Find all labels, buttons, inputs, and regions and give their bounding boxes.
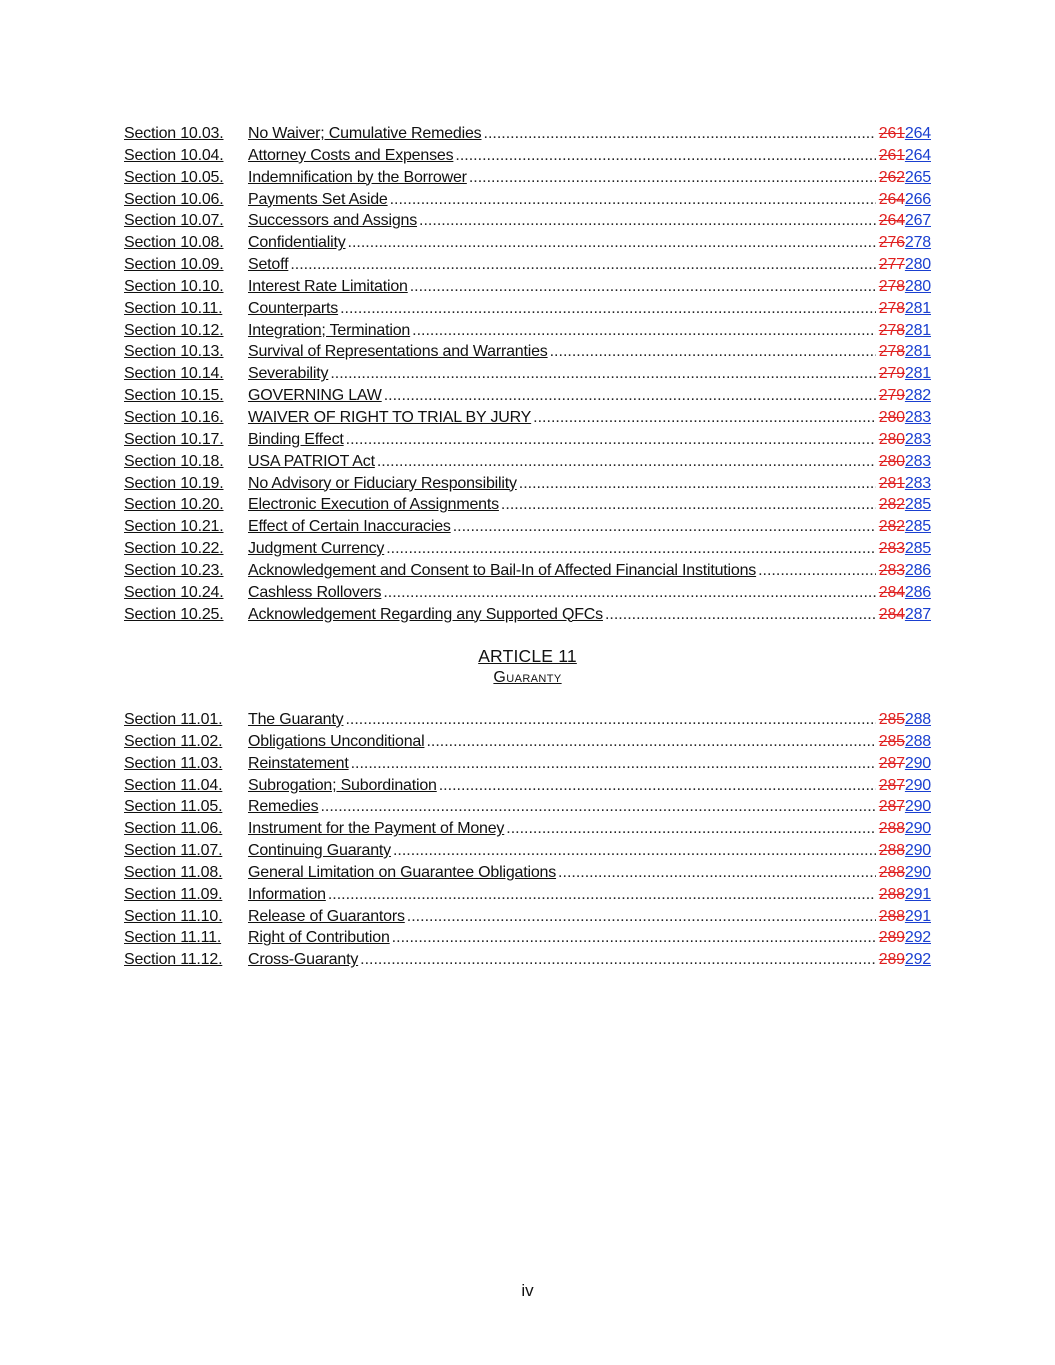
- toc-entry[interactable]: [124, 278, 931, 300]
- inserted-page-number-link[interactable]: 285: [904, 540, 931, 558]
- section-number-link[interactable]: Section 10.16.: [124, 408, 224, 426]
- section-title-link[interactable]: USA PATRIOT Act: [248, 452, 375, 470]
- section-number-link[interactable]: Section 10.03.: [124, 125, 224, 142]
- page-reference: [879, 169, 931, 187]
- deleted-page-number: 282: [878, 518, 905, 536]
- deleted-page-number: 289: [878, 929, 905, 947]
- page-reference: [879, 387, 931, 405]
- deleted-page-number: 288: [878, 842, 905, 860]
- toc-entry[interactable]: [124, 453, 931, 475]
- section-title-link[interactable]: Cashless Rollovers: [248, 583, 382, 601]
- deleted-page-number: 285: [878, 732, 905, 750]
- page-reference: [879, 606, 931, 624]
- toc-entry[interactable]: [124, 125, 931, 147]
- toc-entry[interactable]: [124, 864, 931, 886]
- dot-leader: [410, 278, 876, 296]
- deleted-page-number: 276: [878, 234, 905, 252]
- page-reference: [879, 798, 931, 816]
- section-number-link[interactable]: Section 10.25.: [124, 605, 224, 623]
- inserted-page-number-link[interactable]: 283: [904, 452, 931, 470]
- page-reference: [879, 409, 931, 427]
- section-number-link[interactable]: Section 11.09.: [124, 885, 223, 903]
- page-reference: [879, 864, 931, 882]
- toc-entry[interactable]: [124, 300, 931, 322]
- inserted-page-number-link[interactable]: 278: [904, 234, 931, 252]
- dot-leader: [419, 212, 876, 230]
- section-number-link[interactable]: Section 10.07.: [124, 212, 224, 230]
- toc-entry[interactable]: [124, 475, 931, 497]
- page-reference: [879, 300, 931, 318]
- inserted-page-number-link[interactable]: 281: [904, 321, 931, 339]
- dot-leader: [455, 147, 875, 165]
- section-title-link[interactable]: Cross-Guaranty: [248, 951, 359, 969]
- section-number-link[interactable]: Section 10.11.: [124, 299, 223, 317]
- section-number-link[interactable]: Section 10.04.: [124, 146, 224, 164]
- inserted-page-number-link[interactable]: 283: [904, 408, 931, 426]
- dot-leader: [392, 929, 876, 947]
- toc-entry[interactable]: [124, 322, 931, 344]
- toc-entry[interactable]: [124, 409, 931, 431]
- page-reference: [879, 711, 931, 729]
- section-title-link[interactable]: Payments Set Aside: [248, 190, 388, 208]
- section-title-link[interactable]: Interest Rate Limitation: [248, 277, 408, 295]
- inserted-page-number-link[interactable]: 290: [904, 820, 931, 838]
- section-number-link[interactable]: Section 11.06.: [124, 820, 223, 838]
- section-title-link[interactable]: Right of Contribution: [248, 929, 390, 947]
- deleted-page-number: 279: [878, 387, 905, 405]
- dot-leader: [412, 322, 876, 340]
- inserted-page-number-link[interactable]: 286: [904, 561, 931, 579]
- dot-leader: [758, 562, 876, 580]
- dot-leader: [426, 733, 875, 751]
- toc-entry[interactable]: [124, 212, 931, 234]
- page-reference: [879, 234, 931, 252]
- page-reference: [879, 755, 931, 773]
- deleted-page-number: 261: [878, 146, 905, 164]
- page-reference: [879, 496, 931, 514]
- toc-article-10-list: [124, 125, 931, 627]
- page-reference: [879, 365, 931, 383]
- inserted-page-number-link[interactable]: 283: [904, 474, 931, 492]
- deleted-page-number: 261: [878, 125, 905, 142]
- deleted-page-number: 278: [878, 299, 905, 317]
- section-number-link[interactable]: Section 10.10.: [124, 277, 224, 295]
- deleted-page-number: 288: [878, 907, 905, 925]
- inserted-page-number-link[interactable]: 290: [904, 842, 931, 860]
- page-reference: [879, 343, 931, 361]
- section-title-link[interactable]: Severability: [248, 365, 329, 383]
- section-title-link[interactable]: Judgment Currency: [248, 540, 385, 558]
- inserted-page-number-link[interactable]: 282: [904, 387, 931, 405]
- dot-leader: [506, 820, 876, 838]
- section-title-link[interactable]: Binding Effect: [248, 430, 344, 448]
- deleted-page-number: 264: [878, 190, 905, 208]
- inserted-page-number-link[interactable]: 288: [904, 732, 931, 750]
- dot-leader: [558, 864, 876, 882]
- toc-article-11-list: [124, 711, 931, 973]
- section-title-link[interactable]: Confidentiality: [248, 234, 346, 252]
- page-reference: [879, 777, 931, 795]
- deleted-page-number: 287: [878, 798, 905, 816]
- toc-entry[interactable]: [124, 387, 931, 409]
- toc-entry[interactable]: [124, 234, 931, 256]
- section-title-link[interactable]: Attorney Costs and Expenses: [248, 146, 454, 164]
- dot-leader: [484, 125, 876, 143]
- deleted-page-number: 280: [878, 430, 905, 448]
- dot-leader: [383, 584, 875, 602]
- section-number-link[interactable]: Section 10.17.: [124, 430, 224, 448]
- page-reference: [879, 278, 931, 296]
- section-number-link[interactable]: Section 11.10.: [124, 907, 223, 925]
- deleted-page-number: 288: [878, 820, 905, 838]
- deleted-page-number: 287: [878, 754, 905, 772]
- section-title-link[interactable]: GOVERNING LAW: [248, 387, 382, 405]
- inserted-page-number-link[interactable]: 283: [904, 430, 931, 448]
- section-number-link[interactable]: Section 11.11.: [124, 929, 222, 947]
- page-reference: [879, 584, 931, 602]
- deleted-page-number: 283: [878, 540, 905, 558]
- section-number-link[interactable]: Section 11.01.: [124, 711, 223, 728]
- deleted-page-number: 264: [878, 212, 905, 230]
- toc-entry[interactable]: [124, 343, 931, 365]
- deleted-page-number: 288: [878, 863, 905, 881]
- inserted-page-number-link[interactable]: 288: [904, 711, 931, 728]
- section-title-link[interactable]: The Guaranty: [248, 711, 344, 728]
- dot-leader: [386, 540, 876, 558]
- dot-leader: [439, 777, 876, 795]
- section-number-link[interactable]: Section 10.21.: [124, 518, 224, 536]
- dot-leader: [360, 951, 876, 969]
- inserted-page-number-link[interactable]: 290: [904, 863, 931, 881]
- section-title-link[interactable]: General Limitation on Guarantee Obligations: [248, 863, 557, 881]
- toc-entry[interactable]: [124, 820, 931, 842]
- dot-leader: [407, 908, 876, 926]
- dot-leader: [469, 169, 876, 187]
- section-number-link[interactable]: Section 11.02.: [124, 732, 223, 750]
- section-number-link[interactable]: Section 10.24.: [124, 583, 224, 601]
- article-subtitle[interactable]: Guaranty: [493, 669, 562, 686]
- toc-entry[interactable]: [124, 777, 931, 799]
- dot-leader: [519, 475, 876, 493]
- deleted-page-number: 288: [878, 885, 905, 903]
- page-number: iv: [521, 1281, 534, 1300]
- inserted-page-number-link[interactable]: 290: [904, 798, 931, 816]
- section-number-link[interactable]: Section 10.09.: [124, 256, 224, 274]
- deleted-page-number: 280: [878, 408, 905, 426]
- dot-leader: [453, 518, 876, 536]
- deleted-page-number: 281: [878, 474, 905, 492]
- inserted-page-number-link[interactable]: 264: [904, 125, 931, 142]
- section-title-link[interactable]: Subrogation; Subordination: [248, 776, 437, 794]
- inserted-page-number-link[interactable]: 291: [904, 885, 931, 903]
- deleted-page-number: 278: [878, 321, 905, 339]
- section-number-link[interactable]: Section 10.19.: [124, 474, 224, 492]
- section-title-link[interactable]: Counterparts: [248, 299, 339, 317]
- inserted-page-number-link[interactable]: 281: [904, 299, 931, 317]
- page-reference: [879, 886, 931, 904]
- page-reference: [879, 562, 931, 580]
- deleted-page-number: 279: [878, 365, 905, 383]
- section-title-link[interactable]: Integration; Termination: [248, 321, 411, 339]
- dot-leader: [550, 343, 876, 361]
- page-reference: [879, 453, 931, 471]
- section-title-link[interactable]: Continuing Guaranty: [248, 842, 391, 860]
- deleted-page-number: 262: [878, 168, 905, 186]
- page-reference: [879, 256, 931, 274]
- inserted-page-number-link[interactable]: 266: [904, 190, 931, 208]
- toc-entry[interactable]: [124, 540, 931, 562]
- section-number-link[interactable]: Section 11.08.: [124, 863, 223, 881]
- inserted-page-number-link[interactable]: 267: [904, 212, 931, 230]
- section-number-link[interactable]: Section 10.12.: [124, 321, 224, 339]
- toc-entry[interactable]: [124, 908, 931, 930]
- section-number-link[interactable]: Section 10.23.: [124, 561, 224, 579]
- toc-entry[interactable]: [124, 886, 931, 908]
- dot-leader: [377, 453, 876, 471]
- toc-entry[interactable]: [124, 733, 931, 755]
- deleted-page-number: 285: [878, 711, 905, 728]
- inserted-page-number-link[interactable]: 264: [904, 146, 931, 164]
- inserted-page-number-link[interactable]: 285: [904, 518, 931, 536]
- toc-entry[interactable]: [124, 842, 931, 864]
- toc-entry[interactable]: [124, 755, 931, 777]
- inserted-page-number-link[interactable]: 265: [904, 168, 931, 186]
- deleted-page-number: 284: [878, 583, 905, 601]
- deleted-page-number: 282: [878, 496, 905, 514]
- toc-entry[interactable]: [124, 365, 931, 387]
- section-title-link[interactable]: Information: [248, 885, 326, 903]
- section-title-link[interactable]: Release of Guarantors: [248, 907, 405, 925]
- section-number-link[interactable]: Section 10.22.: [124, 540, 224, 558]
- article-heading: [0, 646, 1055, 687]
- page-reference: [879, 125, 931, 143]
- page-reference: [879, 908, 931, 926]
- section-title-link[interactable]: Acknowledgement Regarding any Supported QFCs: [248, 605, 603, 623]
- section-number-link[interactable]: Section 11.05.: [124, 798, 223, 816]
- section-title-link[interactable]: Electronic Execution of Assignments: [248, 496, 499, 514]
- page-reference: [879, 147, 931, 165]
- inserted-page-number-link[interactable]: 292: [904, 951, 931, 969]
- section-number-link[interactable]: Section 11.07.: [124, 842, 223, 860]
- page-reference: [879, 191, 931, 209]
- section-title-link[interactable]: Effect of Certain Inaccuracies: [248, 518, 451, 536]
- inserted-page-number-link[interactable]: 292: [904, 929, 931, 947]
- dot-leader: [345, 711, 875, 729]
- section-number-link[interactable]: Section 10.20.: [124, 496, 224, 514]
- deleted-page-number: 280: [878, 452, 905, 470]
- dot-leader: [393, 842, 876, 860]
- page-reference: [879, 431, 931, 449]
- section-title-link[interactable]: Successors and Assigns: [248, 212, 418, 230]
- page-reference: [879, 733, 931, 751]
- section-title-link[interactable]: Survival of Representations and Warranties: [248, 343, 548, 361]
- article-title[interactable]: ARTICLE 11: [478, 646, 577, 666]
- section-title-link[interactable]: WAIVER OF RIGHT TO TRIAL BY JURY: [248, 408, 532, 426]
- section-number-link[interactable]: Section 10.15.: [124, 387, 224, 405]
- dot-leader: [351, 755, 876, 773]
- toc-entry[interactable]: [124, 951, 931, 973]
- page-reference: [879, 929, 931, 947]
- dot-leader: [533, 409, 876, 427]
- page-reference: [879, 951, 931, 969]
- toc-entry[interactable]: [124, 191, 931, 213]
- inserted-page-number-link[interactable]: 280: [904, 277, 931, 295]
- toc-entry[interactable]: [124, 562, 931, 584]
- section-number-link[interactable]: Section 10.13.: [124, 343, 224, 361]
- page-reference: [879, 212, 931, 230]
- inserted-page-number-link[interactable]: 290: [904, 754, 931, 772]
- toc-entry[interactable]: [124, 256, 931, 278]
- inserted-page-number-link[interactable]: 287: [904, 605, 931, 623]
- toc-entry[interactable]: [124, 798, 931, 820]
- dot-leader: [390, 191, 876, 209]
- dot-leader: [320, 798, 875, 816]
- deleted-page-number: 287: [878, 776, 905, 794]
- deleted-page-number: 289: [878, 951, 905, 969]
- section-title-link[interactable]: Indemnification by the Borrower: [248, 168, 467, 186]
- inserted-page-number-link[interactable]: 286: [904, 583, 931, 601]
- section-title-link[interactable]: No Advisory or Fiduciary Responsibility: [248, 474, 517, 492]
- section-number-link[interactable]: Section 10.05.: [124, 168, 224, 186]
- toc-entry[interactable]: [124, 929, 931, 951]
- deleted-page-number: 284: [878, 605, 905, 623]
- dot-leader: [328, 886, 876, 904]
- section-title-link[interactable]: Acknowledgement and Consent to Bail-In of Affected Financial Institutions: [248, 561, 757, 579]
- toc-entry[interactable]: [124, 147, 931, 169]
- inserted-page-number-link[interactable]: 280: [904, 256, 931, 274]
- toc-entry[interactable]: [124, 606, 931, 628]
- deleted-page-number: 283: [878, 561, 905, 579]
- section-number-link[interactable]: Section 11.03.: [124, 754, 223, 772]
- section-number-link[interactable]: Section 11.12.: [124, 951, 223, 969]
- toc-entry[interactable]: [124, 169, 931, 191]
- inserted-page-number-link[interactable]: 285: [904, 496, 931, 514]
- toc-entry[interactable]: [124, 711, 931, 733]
- section-title-link[interactable]: Reinstatement: [248, 754, 349, 772]
- dot-leader: [501, 496, 876, 514]
- dot-leader: [340, 300, 876, 318]
- section-number-link[interactable]: Section 10.08.: [124, 234, 224, 252]
- page-reference: [879, 475, 931, 493]
- section-title-link[interactable]: Setoff: [248, 256, 289, 274]
- section-number-link[interactable]: Section 10.18.: [124, 452, 224, 470]
- section-title-link[interactable]: Instrument for the Payment of Money: [248, 820, 505, 838]
- page-reference: [879, 820, 931, 838]
- page-reference: [879, 518, 931, 536]
- inserted-page-number-link[interactable]: 290: [904, 776, 931, 794]
- deleted-page-number: 278: [878, 343, 905, 361]
- section-number-link[interactable]: Section 11.04.: [124, 776, 223, 794]
- dot-leader: [348, 234, 876, 252]
- section-title-link[interactable]: Remedies: [248, 798, 319, 816]
- page-reference: [879, 540, 931, 558]
- dot-leader: [346, 431, 876, 449]
- deleted-page-number: 277: [878, 256, 905, 274]
- inserted-page-number-link[interactable]: 281: [904, 343, 931, 361]
- dot-leader: [330, 365, 875, 383]
- toc-entry[interactable]: [124, 496, 931, 518]
- dot-leader: [384, 387, 876, 405]
- dot-leader: [605, 606, 876, 624]
- section-number-link[interactable]: Section 10.14.: [124, 365, 224, 383]
- section-title-link[interactable]: Obligations Unconditional: [248, 732, 425, 750]
- page-reference: [879, 842, 931, 860]
- toc-entry[interactable]: [124, 431, 931, 453]
- toc-entry[interactable]: [124, 518, 931, 540]
- dot-leader: [290, 256, 875, 274]
- page-reference: [879, 322, 931, 340]
- deleted-page-number: 278: [878, 277, 905, 295]
- section-number-link[interactable]: Section 10.06.: [124, 190, 224, 208]
- inserted-page-number-link[interactable]: 291: [904, 907, 931, 925]
- inserted-page-number-link[interactable]: 281: [904, 365, 931, 383]
- section-title-link[interactable]: No Waiver; Cumulative Remedies: [248, 125, 482, 142]
- toc-entry[interactable]: [124, 584, 931, 606]
